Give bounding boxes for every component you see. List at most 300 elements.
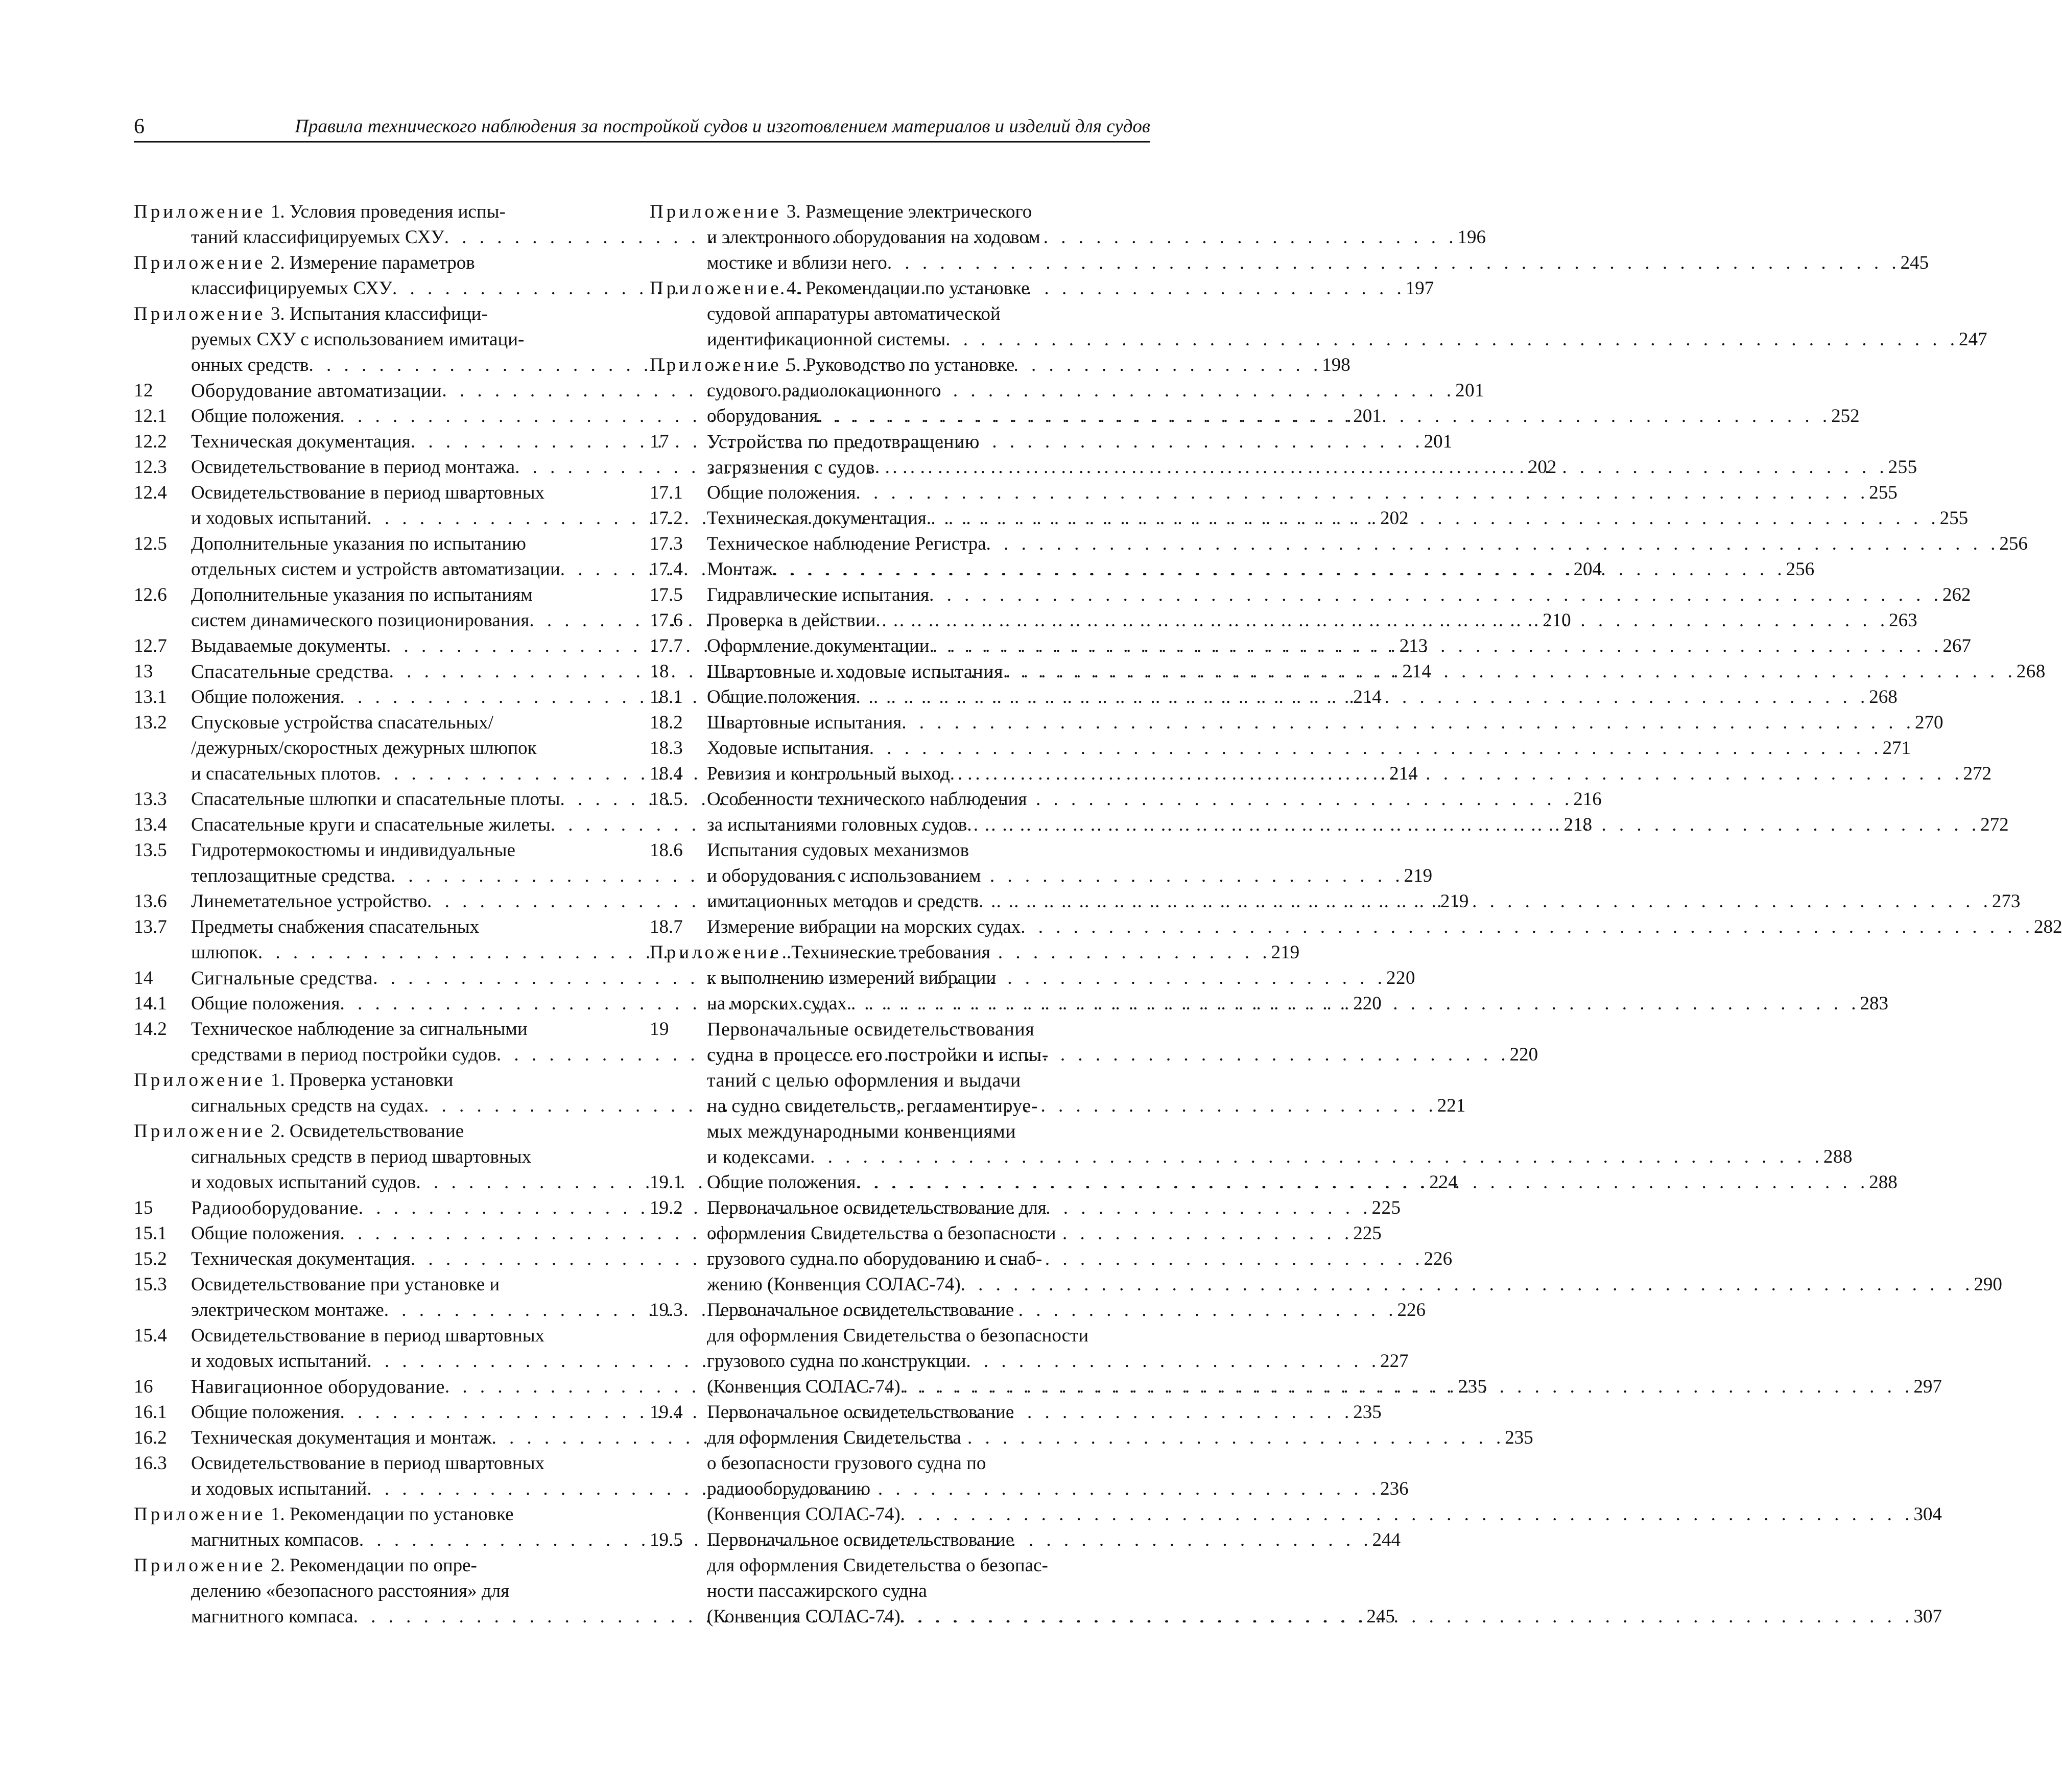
toc-entry-title: Первоначальные освидетельствования <box>707 1019 1035 1040</box>
toc-entry-page: 282 <box>2033 916 2062 937</box>
toc-entry-line <box>707 1093 1853 1119</box>
toc-entry-page: 288 <box>1869 1172 1898 1193</box>
toc-entry-line <box>707 761 1992 787</box>
toc-entry-title: для оформления Свидетельства о безопасности <box>707 1325 1089 1346</box>
toc-entry-title: Сигнальные средства <box>191 968 373 989</box>
toc-entry-text <box>707 1502 900 1527</box>
toc-entry-page: 225 <box>1353 1223 1382 1244</box>
toc-entry-number: 18.4 <box>650 763 683 784</box>
toc-entry-line <box>707 1502 1942 1527</box>
toc-entry-title: и кодексами <box>707 1146 811 1168</box>
toc-entry-number: 14 <box>134 968 153 988</box>
toc-entry[interactable] <box>650 531 2028 557</box>
appendix-label: Приложение <box>650 278 782 299</box>
toc-entry-title: 1. Рекомендации по установке <box>266 1504 514 1525</box>
toc-entry-text <box>191 1527 359 1553</box>
toc-entry-text <box>707 404 818 429</box>
toc-entry-title: 3. Размещение электрического <box>781 201 1032 222</box>
toc-entry-title: Освидетельствование в период монтажа <box>191 457 515 478</box>
appendix-label: Приложение <box>134 1070 266 1091</box>
toc-entry-text <box>191 225 444 250</box>
toc-entry-number: 12.6 <box>134 584 167 605</box>
dot-leader <box>979 889 1992 914</box>
toc-entry-line <box>707 455 1917 480</box>
toc-entry-page: 290 <box>1974 1274 2002 1295</box>
appendix-label: Приложение <box>134 303 266 324</box>
toc-entry-text <box>707 710 902 736</box>
toc-entry-line <box>707 1476 1942 1502</box>
toc-entry-line <box>650 199 1929 225</box>
toc-entry-title: грузового судна по оборудованию и снаб- <box>707 1248 1042 1269</box>
toc-entry-line <box>707 506 1968 531</box>
toc-entry-text <box>191 1144 531 1170</box>
toc-entry-body <box>707 710 1944 736</box>
toc-entry-number: 15.1 <box>134 1223 167 1244</box>
dot-leader <box>818 404 1831 429</box>
toc-entry-line <box>707 301 1987 327</box>
toc-entry-page: 267 <box>1942 635 1971 656</box>
toc-entry-body <box>707 1400 1942 1527</box>
toc-entry-title: Общие положения <box>707 1172 856 1193</box>
toc-entry-page: 262 <box>1942 584 1971 605</box>
toc-entry-text <box>191 710 493 736</box>
toc-entry-line <box>707 1195 2002 1221</box>
toc-entry-title: теплозащитные средства <box>191 865 391 886</box>
toc-entry-page: 219 <box>1404 865 1433 886</box>
toc-entry-title: Техническая документация <box>191 1248 411 1269</box>
toc-entry-number: 17.3 <box>650 533 683 554</box>
toc-entry-text <box>707 455 875 480</box>
toc-entry-title: Гидравлические испытания <box>707 584 930 605</box>
toc-entry-text <box>191 1604 353 1630</box>
toc-entry-line <box>707 787 2009 812</box>
toc-entry-text <box>707 1527 1014 1553</box>
appendix-label: Приложение <box>134 252 266 273</box>
toc-entry-title: идентификационной системы <box>707 329 946 350</box>
dot-leader <box>902 710 1915 736</box>
dot-leader <box>847 991 1860 1017</box>
toc-entry-title: Техническая документация <box>191 431 411 452</box>
toc-entry-text <box>191 991 340 1017</box>
toc-entry-title: Общие положения <box>191 993 340 1014</box>
appendix-label: Приложение <box>650 355 782 375</box>
appendix-label: Приложение <box>134 201 266 222</box>
toc-entry-title: Первоначальное освидетельствование <box>707 1529 1014 1550</box>
toc-entry-text <box>707 1476 870 1502</box>
toc-entry-text <box>707 1272 961 1298</box>
toc-entry-number: 19 <box>650 1019 669 1040</box>
toc-entry-line <box>707 965 1888 991</box>
toc-entry-title: электрическом монтаже <box>191 1300 384 1321</box>
toc-entry-line <box>707 250 1929 276</box>
toc-entry-title: Испытания судовых механизмов <box>707 840 969 861</box>
toc-entry-text <box>191 1451 544 1476</box>
page-number: 6 <box>134 115 145 138</box>
toc-entry-title: 1. Проверка установки <box>266 1070 454 1091</box>
toc-entry-text <box>191 455 515 480</box>
toc-entry-text <box>191 404 340 429</box>
toc-entry-text <box>707 838 969 863</box>
toc-entry-text <box>191 659 389 685</box>
toc-entry-body <box>707 1298 1942 1400</box>
toc-entry-text <box>191 1298 384 1323</box>
toc-entry-page: 236 <box>1380 1478 1409 1499</box>
toc-entry-title: Гидротермокостюмы и индивидуальные <box>191 840 515 861</box>
toc-entry-title: Общие положения <box>707 687 856 708</box>
toc-entry-line <box>707 1017 1853 1042</box>
toc-entry-body <box>707 914 2062 940</box>
toc-entry-title: сигнальных средств в период швартовных <box>191 1146 532 1167</box>
toc-entry-line <box>707 659 2046 685</box>
toc-entry-text <box>707 889 979 914</box>
toc-entry-text <box>707 1553 1048 1578</box>
toc-entry-text <box>191 889 427 914</box>
toc-entry-number: 12.7 <box>134 635 167 656</box>
toc-entry-page: 221 <box>1437 1095 1466 1116</box>
toc-entry-body <box>707 633 1971 659</box>
toc-entry-text <box>191 633 386 659</box>
toc-entry-text <box>707 1374 900 1400</box>
toc-entry-page: 283 <box>1860 993 1888 1014</box>
toc-entry-title: классифицируемых СХУ <box>191 278 392 299</box>
toc-entry-title: Общие положения <box>191 1402 340 1423</box>
dot-leader <box>950 761 1963 787</box>
toc-entry-title: к выполнению измерений вибрации <box>707 968 997 988</box>
toc-entry-line <box>650 276 1987 301</box>
toc-entry-title: . Технические требования <box>781 942 991 963</box>
toc-entry-title: Общие положения <box>191 687 340 708</box>
toc-entry-page: 219 <box>1271 942 1300 963</box>
toc-entry-line <box>707 633 1971 659</box>
toc-entry-text <box>191 838 515 863</box>
toc-entry-page: 245 <box>1900 252 1929 273</box>
toc-entry-number: 16.2 <box>134 1427 167 1448</box>
toc-entry-text <box>191 429 411 455</box>
toc-entry-line <box>707 914 2062 940</box>
toc-entry-body <box>707 736 1911 761</box>
toc-entry-title: онных средств <box>191 355 309 375</box>
toc-entry-body <box>707 506 1968 531</box>
toc-entry-text <box>707 1451 986 1476</box>
toc-entry-page: 196 <box>1457 227 1486 248</box>
toc-entry-title: и спасательных плотов <box>191 763 376 784</box>
appendix-label: Приложение <box>134 1504 266 1525</box>
toc-entry-body <box>707 429 1917 480</box>
toc-entry-page: 307 <box>1913 1606 1942 1627</box>
toc-entry-page: 224 <box>1429 1172 1458 1193</box>
toc-entry-page: 245 <box>1366 1606 1395 1627</box>
toc-entry-text <box>134 1502 514 1527</box>
toc-entry-number: 18.6 <box>650 840 683 861</box>
toc-entry-page: 213 <box>1399 635 1428 656</box>
toc-entry-page: 268 <box>1869 687 1898 708</box>
toc-entry-text <box>191 1195 359 1221</box>
toc-entry-number: 14.1 <box>134 993 167 1014</box>
toc-entry-text <box>707 1017 1034 1042</box>
toc-entry-body <box>650 199 1929 276</box>
toc-entry-title: 4. Рекомендации по установке <box>781 278 1030 299</box>
dot-leader <box>1003 659 2017 685</box>
dot-leader <box>1021 914 2034 940</box>
toc-entry-body <box>707 838 2020 914</box>
toc-entry-text <box>191 1425 491 1451</box>
toc-entry-title: Общие положения <box>707 482 856 503</box>
toc-entry[interactable] <box>650 582 1971 608</box>
toc-entry-line <box>707 1349 1942 1374</box>
toc-entry-line <box>707 608 1917 633</box>
dot-leader <box>875 455 1888 480</box>
toc-entry-page: 214 <box>1402 661 1432 682</box>
toc-entry-title: жению (Конвенция СОЛАС-74) <box>707 1274 961 1295</box>
toc-entry-title: Первоначальное освидетельствование <box>707 1402 1014 1423</box>
toc-entry-page: 216 <box>1573 789 1602 810</box>
toc-entry-number: 12 <box>134 380 153 401</box>
toc-entry-text <box>707 1425 961 1451</box>
toc-entry-text <box>191 1170 416 1195</box>
toc-entry-number: 19.2 <box>650 1197 683 1218</box>
toc-entry-line <box>707 1425 1942 1451</box>
toc-entry-title: и ходовых испытаний судов <box>191 1172 416 1193</box>
toc-entry-page: 220 <box>1509 1044 1538 1065</box>
toc-entry-line <box>707 1246 2002 1272</box>
toc-entry[interactable] <box>650 710 1944 736</box>
toc-entry-text <box>191 506 367 531</box>
toc-entry-title: /дежурных/скоростных дежурных шлюпок <box>191 738 537 759</box>
toc-entry-text <box>707 480 856 506</box>
toc-entry-line <box>707 838 2020 863</box>
toc-entry-number: 15.3 <box>134 1274 167 1295</box>
toc-entry-line <box>707 225 1929 250</box>
toc-entry-text <box>191 812 551 838</box>
toc-entry-text <box>707 225 1040 250</box>
toc-entry-page: 263 <box>1889 610 1917 631</box>
toc-entry-page: 252 <box>1831 406 1860 427</box>
toc-entry-text <box>191 914 479 940</box>
toc-entry-number: 13.3 <box>134 789 167 810</box>
toc-entry-line <box>707 429 1917 455</box>
toc-entry-page: 271 <box>1882 738 1911 759</box>
toc-entry-title: сигнальных средств на судах <box>191 1095 424 1116</box>
toc-entry-text <box>191 378 442 404</box>
toc-entry-body <box>707 685 1898 710</box>
toc-entry-page: 214 <box>1353 687 1382 708</box>
toc-entry-number: 19.1 <box>650 1172 683 1193</box>
toc-entry-number: 18 <box>650 661 669 682</box>
toc-entry-page: 220 <box>1353 993 1382 1014</box>
toc-entry-number: 17.2 <box>650 508 683 529</box>
toc-entry-text <box>707 914 1021 940</box>
toc-entry-page: 255 <box>1888 457 1917 478</box>
toc-entry-title: Первоначальное освидетельствование для <box>707 1197 1047 1218</box>
toc-entry-title: 2. Измерение параметров <box>266 252 475 273</box>
toc-entry-page: 204 <box>1573 559 1602 580</box>
toc-entry-text <box>191 276 392 301</box>
toc-entry-line <box>707 1221 2002 1246</box>
toc-entry-text <box>191 531 526 557</box>
toc-entry-line <box>707 1553 1942 1578</box>
toc-entry-title: радиооборудованию <box>707 1478 871 1499</box>
toc-entry-line <box>707 1068 1853 1093</box>
toc-entry-body <box>707 480 1898 506</box>
toc-entry-text <box>650 276 1030 301</box>
toc-entry-line <box>707 1451 1942 1476</box>
toc-entry-page: 304 <box>1913 1504 1942 1525</box>
toc-entry-text <box>191 1349 367 1374</box>
toc-entry-title: Спасательные круги и спасательные жилеты <box>191 814 551 835</box>
toc-entry-line <box>707 557 1814 582</box>
toc-entry-line <box>707 1298 1942 1323</box>
toc-entry-text <box>191 582 533 608</box>
toc-entry-text <box>707 1604 900 1630</box>
toc-entry-title: грузового судна по конструкции <box>707 1351 966 1372</box>
toc-entry-title: Швартовные и ходовые испытания <box>707 661 1004 682</box>
toc-entry[interactable] <box>650 480 1898 506</box>
toc-entry-text <box>707 659 1003 685</box>
toc-entry-page: 244 <box>1372 1529 1401 1550</box>
toc-entry-page: 214 <box>1389 763 1418 784</box>
toc-entry-title: Дополнительные указания по испытаниям <box>191 584 533 605</box>
toc-entry-page: 270 <box>1915 712 1944 733</box>
toc-entry-title: таний с целью оформления и выдачи <box>707 1070 1021 1091</box>
toc-entry-page: 256 <box>1786 559 1815 580</box>
toc-entry[interactable] <box>650 736 1911 761</box>
toc-entry-title: за испытаниями головных судов <box>707 814 967 835</box>
toc-entry-body <box>707 608 1917 633</box>
toc-entry-text <box>191 940 258 965</box>
toc-entry-number: 13.4 <box>134 814 167 835</box>
toc-entry-number: 16.1 <box>134 1402 167 1423</box>
toc-entry-number: 18.5 <box>650 789 683 810</box>
toc-entry-title: Техническое наблюдение Регистра <box>707 533 986 554</box>
toc-entry-number: 17.7 <box>650 635 683 656</box>
toc-entry-number: 17.6 <box>650 610 683 631</box>
toc-entry-body <box>650 276 1987 352</box>
dot-leader <box>900 1604 1914 1630</box>
appendix-label: Приложение <box>134 1121 266 1142</box>
toc-entry-text <box>707 531 986 557</box>
toc-entry-number: 13.7 <box>134 916 167 937</box>
toc-entry-body <box>707 659 2046 685</box>
toc-entry-text <box>191 352 309 378</box>
toc-entry-text <box>191 1093 424 1119</box>
toc-entry-title: Радиооборудование <box>191 1197 359 1219</box>
toc-entry-line <box>707 736 1911 761</box>
toc-entry-line <box>707 378 1860 404</box>
toc-entry-page: 225 <box>1371 1197 1401 1218</box>
dot-leader <box>961 1272 1974 1298</box>
toc-entry-page: 273 <box>1992 891 2021 912</box>
toc-entry-number: 18.2 <box>650 712 683 733</box>
toc-entry-line <box>707 1527 1942 1553</box>
toc-entry-number: 17.1 <box>650 482 683 503</box>
toc-entry-title: Техническая документация и монтаж <box>191 1427 492 1448</box>
toc-entry-number: 17 <box>650 431 669 452</box>
toc-entry-title: Проверка в действии <box>707 610 876 631</box>
toc-entry-text <box>650 352 1014 378</box>
dot-leader <box>986 531 2000 557</box>
toc-entry-line <box>707 1323 1942 1349</box>
toc-entry-title: мых международными конвенциями <box>707 1121 1016 1142</box>
toc-entry-line <box>707 1400 1942 1425</box>
toc-entry-text <box>191 1578 509 1604</box>
toc-entry-number: 15 <box>134 1197 153 1218</box>
toc-entry[interactable] <box>650 914 2062 940</box>
toc-entry-text <box>707 1144 810 1170</box>
toc-entry-line <box>650 352 1860 378</box>
toc-entry-number: 14.2 <box>134 1019 167 1040</box>
toc-entry-text <box>707 1093 1038 1119</box>
toc-entry-text <box>707 1323 1088 1349</box>
toc-entry-title: ности пассажирского судна <box>707 1581 927 1601</box>
toc-entry-number: 18.7 <box>650 916 683 937</box>
toc-entry-text <box>134 1119 464 1144</box>
toc-entry-text <box>191 863 391 889</box>
header-rule <box>134 141 1150 143</box>
toc-entry-text <box>707 1349 966 1374</box>
toc-entry-title: Спасательные шлюпки и спасательные плоты <box>191 789 560 810</box>
toc-entry-title: на морских судах <box>707 993 847 1014</box>
toc-entry-title: Дополнительные указания по испытанию <box>191 533 526 554</box>
toc-entry-line <box>707 685 1898 710</box>
toc-entry-text <box>134 1553 477 1578</box>
toc-entry-number: 12.1 <box>134 406 167 427</box>
toc-entry-title: и электронного оборудования на ходовом <box>707 227 1040 248</box>
toc-entry-text <box>707 812 967 838</box>
toc-entry-title: и ходовых испытаний <box>191 508 367 529</box>
toc-entry-number: 19.5 <box>650 1529 683 1550</box>
toc-entry-line <box>707 889 2020 914</box>
toc-entry-text <box>191 1272 500 1298</box>
toc-entry-text <box>191 1400 340 1425</box>
toc-entry-title: (Конвенция СОЛАС-74) <box>707 1606 900 1627</box>
dot-leader <box>869 736 1883 761</box>
toc-entry-title: шлюпок <box>191 942 258 963</box>
toc-entry-title: Оборудование автоматизации <box>191 380 442 402</box>
toc-entry-text <box>707 761 950 787</box>
toc-entry-line <box>707 812 2009 838</box>
toc-entry-title: Ходовые испытания <box>707 738 869 759</box>
toc-entry-body <box>707 787 2009 838</box>
toc-entry-text <box>707 506 927 531</box>
toc-entry-title: 3. Испытания классифици- <box>266 303 488 324</box>
toc-entry-page: 226 <box>1424 1248 1453 1269</box>
toc-entry-text <box>650 199 1032 225</box>
toc-entry-title: 2. Освидетельствование <box>266 1121 464 1142</box>
toc-entry-text <box>707 1068 1021 1093</box>
toc-entry-text <box>191 1476 367 1502</box>
toc-entry-page: 255 <box>1869 482 1898 503</box>
toc-entry-number: 13.5 <box>134 840 167 861</box>
dot-leader <box>927 506 1940 531</box>
dot-leader <box>810 1144 1823 1170</box>
toc-entry-body <box>707 1527 1942 1630</box>
toc-entry-page: 201 <box>1353 406 1382 427</box>
toc-entry-text <box>191 1374 445 1400</box>
dot-leader <box>900 1502 1914 1527</box>
toc-entry-text <box>707 1170 856 1195</box>
toc-entry-number: 17.5 <box>650 584 683 605</box>
toc-entry-line <box>707 1042 1853 1068</box>
toc-entry-body <box>707 1017 1853 1170</box>
toc-entry-text <box>707 608 875 633</box>
toc-entry-title: таний классифицируемых СХУ <box>191 227 444 248</box>
toc-entry-page: 255 <box>1939 508 1969 529</box>
toc-entry-title: Первоначальное освидетельствование <box>707 1300 1014 1321</box>
toc-entry-line <box>707 480 1898 506</box>
toc-entry-title: и оборудования с использованием <box>707 865 981 886</box>
dot-leader <box>856 1170 1869 1195</box>
toc-entry-title: Устройства по предотвращению <box>707 431 980 453</box>
